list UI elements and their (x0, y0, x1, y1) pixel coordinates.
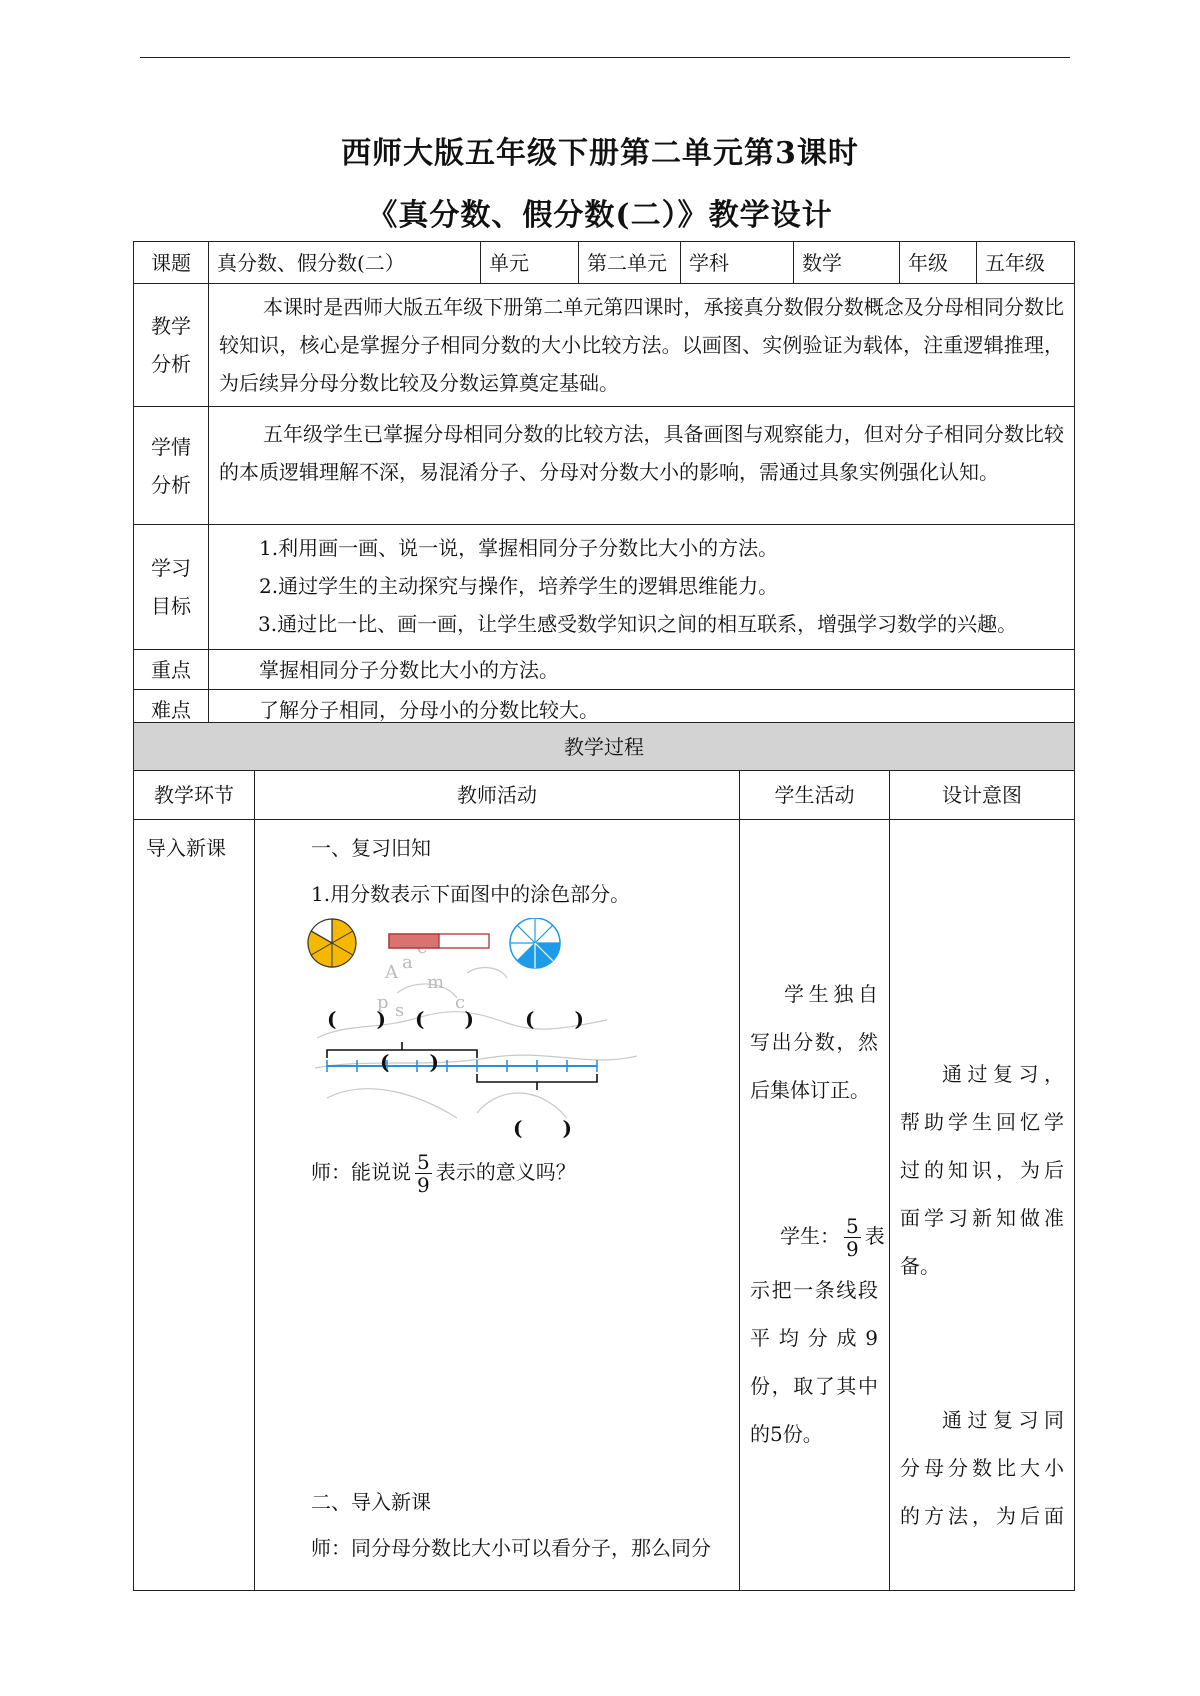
fraction-5-9: $\frac{5}{9}$ (417, 1150, 430, 1197)
partial-bar-icon (389, 934, 489, 948)
objective-item: 1.利用画一画、说一说，掌握相同分子分数比大小的方法。 (259, 536, 779, 560)
intro-text: 师：同分母分数比大小可以看分子，那么同分 (311, 1536, 711, 1560)
teacher-cell (255, 820, 740, 1591)
background-sketch (315, 968, 637, 1118)
objective-item: 2.通过学生的主动探究与操作，培养学生的逻辑思维能力。 (259, 574, 779, 598)
svg-text:a: a (402, 952, 413, 973)
key-point-text: 掌握相同分子分数比大小的方法。 (209, 650, 1075, 690)
meaning-question: 师：能说说 $\frac{5}{9}$ 表示的意义吗？ (311, 1150, 576, 1197)
svg-text:A: A (385, 962, 398, 983)
student-activity-2-head: 学生： $\frac{5}{9}$ 表 (780, 1214, 885, 1261)
grade-label: 年级 (900, 242, 977, 284)
stage-name: 导入新课 (146, 836, 226, 860)
process-table (133, 722, 1075, 1591)
review-heading: 一、复习旧知 (311, 836, 431, 860)
intro-heading: 二、导入新课 (311, 1490, 431, 1514)
page-subtitle: 《真分数、假分数(二）》教学设计 (367, 198, 833, 233)
lesson-info-table (133, 241, 1075, 730)
objectives-label: 学习 目标 (134, 525, 209, 650)
number-line (327, 1042, 597, 1090)
objectives-list (209, 525, 1075, 650)
unit-label: 单元 (481, 242, 579, 284)
answer-blank: ( ) (415, 1007, 474, 1031)
process-header: 教学过程 (134, 723, 1075, 771)
answer-blank: ( ) (327, 1007, 386, 1031)
subject-value: 数学 (794, 242, 900, 284)
student-activity-2: 示把一条线段 平均分成9 份，取了其中 的5份。 (750, 1278, 878, 1446)
student-analysis-label: 学情 分析 (134, 407, 209, 525)
objective-item: 3.通过比一比、画一画，让学生感受数学知识之间的相互联系，增强学习数学的兴趣。 (258, 612, 1018, 636)
header-rule (140, 57, 1070, 58)
page-title: 西师大版五年级下册第二单元第3课时 (341, 136, 859, 171)
svg-text:m: m (427, 972, 445, 993)
topic-value: 真分数、假分数(二） (209, 242, 481, 284)
stage-cell (134, 820, 255, 1591)
blue-pie-icon (510, 918, 560, 968)
teaching-analysis-text: 本课时是西师大版五年级下册第二单元第四课时，承接真分数假分数概念及分母相同分数比较知识，核心是掌握分子相同分数的大小比较方法。以画图、实例验证为载体，注重逻辑推理，为后续异分母分数比较及分数运算奠定基础。 (209, 284, 1075, 407)
answer-blank: ( ) (513, 1116, 572, 1140)
topic-label: 课题 (134, 242, 209, 284)
yellow-pie-icon (308, 919, 356, 967)
intent-1: 通过复习， 帮助学生回忆学 过的知识，为后 面学习新知做准 备。 (900, 1062, 1064, 1278)
svg-text:p: p (377, 992, 389, 1013)
student-cell (740, 820, 890, 1591)
fraction-5-9: $\frac{5}{9}$ (846, 1214, 859, 1261)
answer-blank: ( ) (380, 1050, 439, 1074)
grade-value: 五年级 (977, 242, 1075, 284)
svg-text:s: s (395, 1000, 405, 1021)
col-student: 学生活动 (740, 771, 890, 820)
intent-cell (890, 820, 1075, 1591)
student-analysis-text: 五年级学生已掌握分母相同分数的比较方法，具备画图与观察能力，但对分子相同分数比较的本质逻辑理解不深，易混淆分子、分母对分数大小的影响，需通过具象实例强化认知。 (209, 407, 1075, 525)
svg-text:c: c (455, 992, 466, 1013)
answer-blank: ( ) (525, 1007, 584, 1031)
teaching-analysis-label: 教学 分析 (134, 284, 209, 407)
unit-value: 第二单元 (579, 242, 681, 284)
col-teacher: 教师活动 (255, 771, 740, 820)
student-activity-1: 学生独自 写出分数，然 后集体订正。 (750, 982, 878, 1102)
col-stage: 教学环节 (134, 771, 255, 820)
difficulty-label: 难点 (134, 690, 209, 730)
key-point-label: 重点 (134, 650, 209, 690)
col-intent: 设计意图 (890, 771, 1075, 820)
lower-brace (477, 1074, 597, 1090)
intent-2: 通过复习同 分母分数比大小 的方法，为后面 (900, 1408, 1064, 1528)
subject-label: 学科 (681, 242, 794, 284)
difficulty-text: 了解分子相同，分母小的分数比较大。 (209, 690, 1075, 730)
review-task: 1.用分数表示下面图中的涂色部分。 (311, 882, 631, 906)
